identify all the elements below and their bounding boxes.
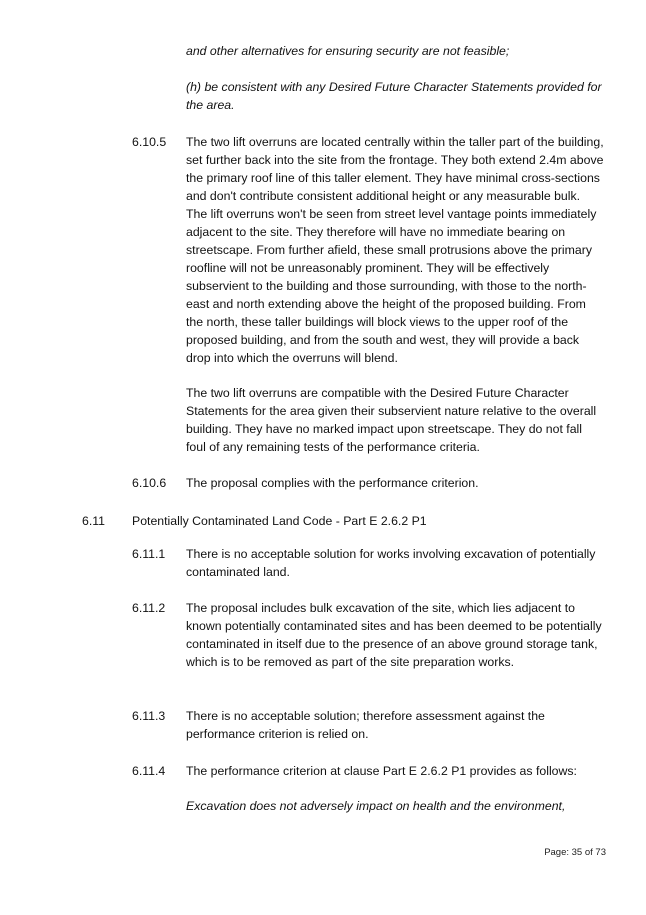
item-6-10-5-paragraph-1: The two lift overruns are located centrally within the taller part of the building, set further back into the site from the frontage. They both extend 2.4m above the primary roof line of this taller element. They have minimal cross-sections and don't contribute consistent additional height or any measurable bulk. The lift overruns won't be seen from street level vantage points immediately adjacent to the site. They therefore will have no immediate bearing on streetscape. From further afield, these small protrusions above the primary roofline will not be unreasonably prominent. They will be effectively subservient to the building and those surrounding, with those to the north-east and north extending above the height of the proposed building. From the north, these taller buildings will block views to the upper roof of the proposed building, and from the south and west, they will provide a back drop into which the overruns will blend. <box>186 135 604 365</box>
item-6-11-2-text: The proposal includes bulk excavation of the site, which lies adjacent to known potentially contaminated sites and has been deemed to be potentially contaminated in itself due to the presence of an above ground storage tank, which is to be removed as part of the site preparation works. <box>186 601 602 669</box>
item-6-11-3-text: There is no acceptable solution; therefore assessment against the performance criterion is relied on. <box>186 709 545 741</box>
item-number-6-10-5: 6.10.5 <box>132 135 167 149</box>
item-6-10-5-paragraph-2: The two lift overruns are compatible with the Desired Future Character Statements for the area given their subservient nature relative to the overall building. They have no marked impact upon streetscape. They do not fall foul of any remaining tests of the performance criteria. <box>186 386 597 454</box>
clause-h-text: (h) be consistent with any Desired Future Character Statements provided for the area. <box>186 80 602 112</box>
quoted-criterion-text: Excavation does not adversely impact on health and the environment, <box>186 799 566 813</box>
item-number-6-10-6: 6.10.6 <box>132 476 167 490</box>
page-number-footer: Page: 35 of 73 <box>544 847 606 858</box>
item-6-10-6-text: The proposal complies with the performance criterion. <box>186 476 479 490</box>
item-number-6-11-4: 6.11.4 <box>132 764 166 778</box>
item-6-11-4-text: The performance criterion at clause Part E 2.6.2 P1 provides as follows: <box>186 764 577 778</box>
section-title: Potentially Contaminated Land Code - Part E 2.6.2 P1 <box>132 514 427 528</box>
item-6-11-1-text: There is no acceptable solution for works involving excavation of potentially contaminated land. <box>186 547 596 579</box>
continued-clause-text: and other alternatives for ensuring security are not feasible; <box>186 44 510 58</box>
item-number-6-11-3: 6.11.3 <box>132 709 166 723</box>
section-number: 6.11 <box>82 514 106 528</box>
item-number-6-11-1: 6.11.1 <box>132 547 166 561</box>
item-number-6-11-2: 6.11.2 <box>132 601 166 615</box>
